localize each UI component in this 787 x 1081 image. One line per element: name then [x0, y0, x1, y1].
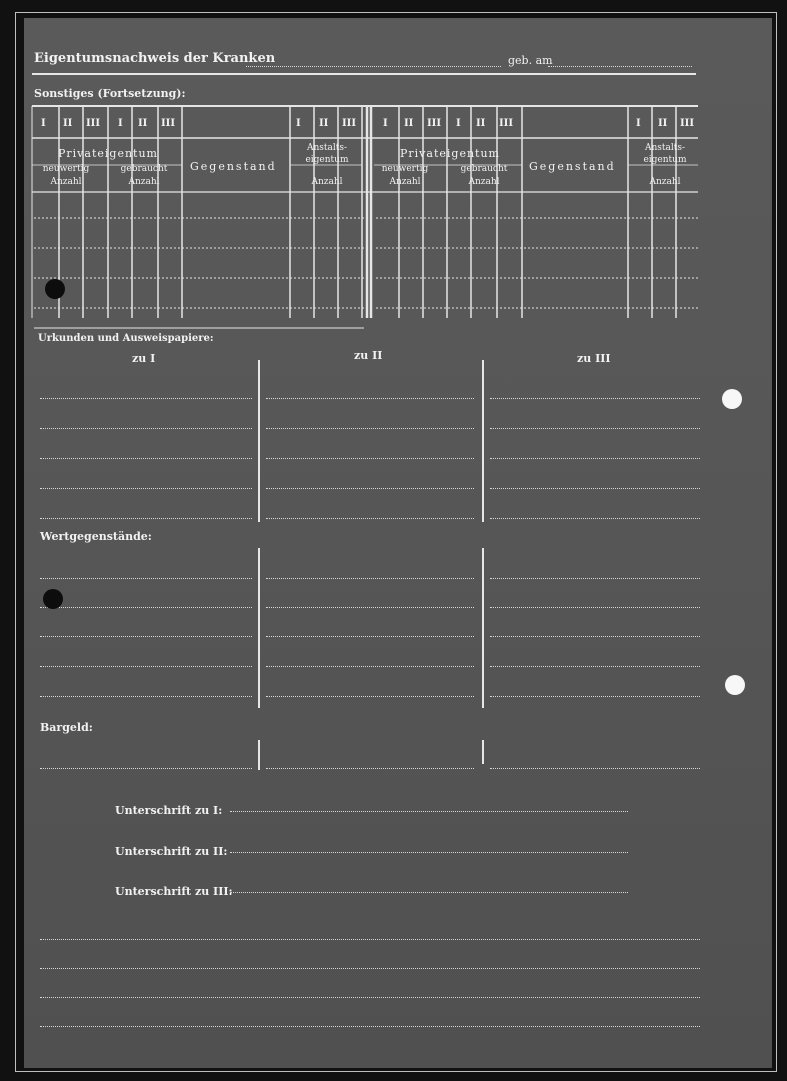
entry-line[interactable]	[490, 696, 700, 697]
signature-i-label: Unterschrift zu I:	[115, 804, 223, 817]
zu-ii-label: zu II	[354, 349, 383, 362]
entry-line[interactable]	[266, 428, 474, 429]
entry-line[interactable]	[266, 578, 474, 579]
column-divider	[258, 360, 260, 522]
wertgegenstaende-heading: Wertgegenstände:	[40, 530, 152, 543]
entry-line[interactable]	[490, 666, 700, 667]
entry-line[interactable]	[266, 518, 474, 519]
roman-i: I	[41, 118, 46, 129]
entry-line[interactable]	[490, 518, 700, 519]
roman-ii: II	[404, 118, 414, 129]
born-label: geb. am	[508, 54, 553, 67]
roman-iii: III	[680, 118, 695, 129]
anzahl-label: Anzahl	[468, 177, 500, 187]
entry-line[interactable]	[40, 666, 252, 667]
urkunden-heading: Urkunden und Ausweispapiere:	[38, 333, 214, 344]
roman-ii: II	[138, 118, 148, 129]
form-sheet	[24, 18, 772, 1068]
entry-line[interactable]	[490, 578, 700, 579]
roman-i: I	[118, 118, 123, 129]
column-divider	[258, 740, 260, 770]
signature-ii-label: Unterschrift zu II:	[115, 845, 228, 858]
privateigentum-label: Privateigentum	[58, 147, 158, 160]
punch-hole	[725, 675, 745, 695]
signature-i-field[interactable]	[230, 811, 628, 812]
notes-line[interactable]	[40, 1026, 700, 1027]
entry-line[interactable]	[490, 768, 700, 769]
anzahl-label: Anzahl	[389, 177, 421, 187]
gebraucht-label: gebraucht	[120, 164, 168, 174]
gegenstand-label: Gegenstand	[529, 160, 616, 173]
entry-line[interactable]	[40, 428, 252, 429]
entry-line[interactable]	[266, 768, 474, 769]
gegenstand-label: Gegenstand	[190, 160, 277, 173]
bargeld-heading: Bargeld:	[40, 721, 93, 734]
roman-iii: III	[86, 118, 101, 129]
eigentum-label: eigentum	[305, 155, 349, 165]
column-divider	[258, 548, 260, 708]
entry-line[interactable]	[40, 398, 252, 399]
entry-line[interactable]	[266, 488, 474, 489]
anstalts-label: Anstalts-	[306, 143, 348, 153]
roman-i: I	[636, 118, 641, 129]
anzahl-label: Anzahl	[311, 177, 343, 187]
roman-iii: III	[342, 118, 357, 129]
signature-iii-field[interactable]	[230, 892, 628, 893]
entry-line[interactable]	[266, 696, 474, 697]
entry-line[interactable]	[490, 607, 700, 608]
entry-line[interactable]	[490, 428, 700, 429]
roman-iii: III	[499, 118, 514, 129]
entry-line[interactable]	[490, 458, 700, 459]
eigentum-label: eigentum	[643, 155, 687, 165]
entry-line[interactable]	[266, 607, 474, 608]
entry-line[interactable]	[490, 398, 700, 399]
column-divider	[482, 360, 484, 522]
entry-line[interactable]	[266, 666, 474, 667]
entry-line[interactable]	[40, 488, 252, 489]
anzahl-label: Anzahl	[128, 177, 160, 187]
entry-line[interactable]	[40, 768, 252, 769]
roman-i: I	[296, 118, 301, 129]
sonstiges-heading: Sonstiges (Fortsetzung):	[34, 87, 186, 100]
entry-line[interactable]	[40, 518, 252, 519]
notes-line[interactable]	[40, 939, 700, 940]
form-title: Eigentumsnachweis der Kranken	[34, 51, 276, 66]
zu-i-label: zu I	[132, 352, 156, 365]
roman-i: I	[456, 118, 461, 129]
entry-line[interactable]	[266, 636, 474, 637]
roman-ii: II	[658, 118, 668, 129]
roman-ii: II	[476, 118, 486, 129]
roman-iii: III	[161, 118, 176, 129]
entry-line[interactable]	[490, 488, 700, 489]
anzahl-label: Anzahl	[50, 177, 82, 187]
notes-line[interactable]	[40, 968, 700, 969]
roman-i: I	[383, 118, 388, 129]
neuwertig-label: neuwertig	[42, 164, 90, 174]
zu-iii-label: zu III	[577, 352, 611, 365]
entry-line[interactable]	[40, 636, 252, 637]
privateigentum-label: Privateigentum	[400, 147, 500, 160]
entry-line[interactable]	[266, 398, 474, 399]
entry-line[interactable]	[40, 578, 252, 579]
roman-iii: III	[427, 118, 442, 129]
punch-hole	[722, 389, 742, 409]
entry-line[interactable]	[490, 636, 700, 637]
entry-line[interactable]	[266, 458, 474, 459]
roman-ii: II	[319, 118, 329, 129]
neuwertig-label: neuwertig	[381, 164, 429, 174]
column-divider	[482, 548, 484, 708]
notes-line[interactable]	[40, 997, 700, 998]
signature-iii-label: Unterschrift zu III:	[115, 885, 233, 898]
anstalts-label: Anstalts-	[644, 143, 686, 153]
entry-line[interactable]	[40, 458, 252, 459]
punch-hole	[45, 279, 65, 299]
entry-line[interactable]	[40, 696, 252, 697]
signature-ii-field[interactable]	[230, 852, 628, 853]
gebraucht-label: gebraucht	[460, 164, 508, 174]
column-divider	[482, 740, 484, 764]
roman-ii: II	[63, 118, 73, 129]
punch-hole	[43, 589, 63, 609]
entry-line[interactable]	[40, 607, 252, 608]
anzahl-label: Anzahl	[649, 177, 681, 187]
